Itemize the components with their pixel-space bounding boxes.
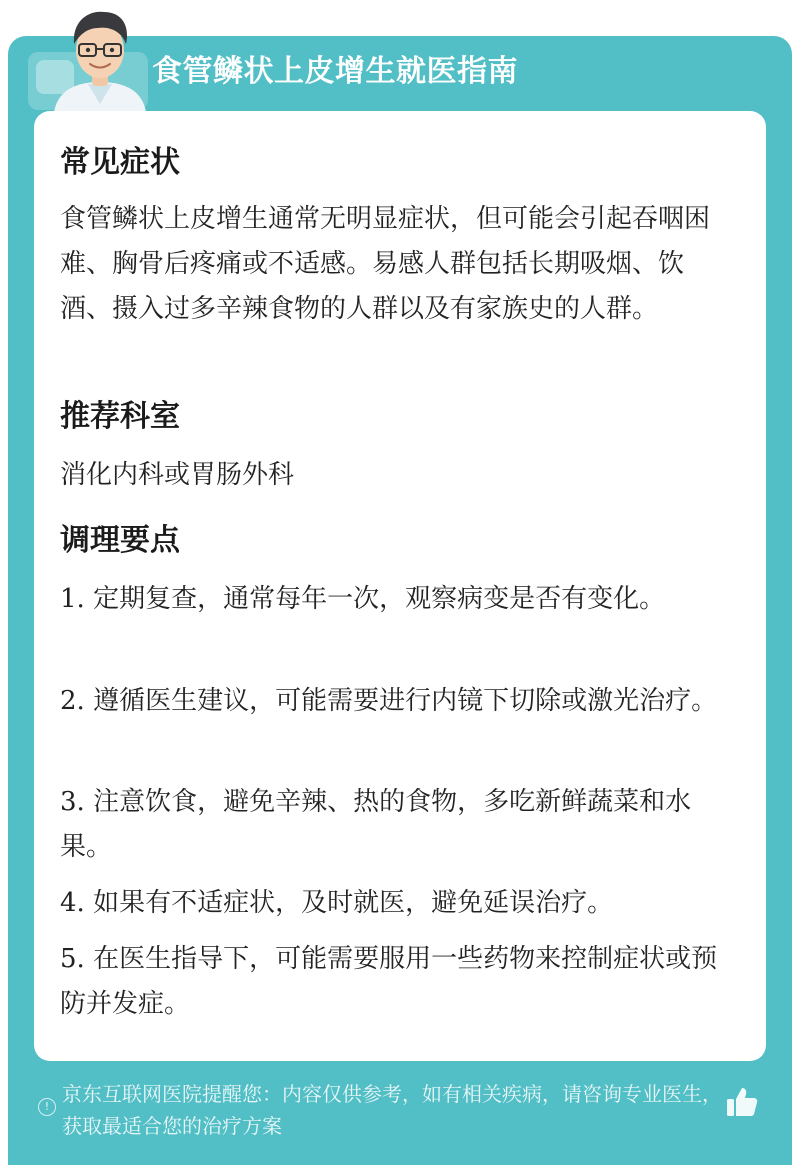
care-item [60, 937, 728, 1027]
care-item-number: 2. [60, 686, 85, 716]
care-item-text: 注意饮食，避免辛辣、热的食物，多吃新鲜蔬菜和水果。 [60, 787, 692, 862]
care-item-number: 4. [60, 888, 85, 918]
care-item-text: 在医生指导下，可能需要服用一些药物来控制症状或预防并发症。 [60, 944, 718, 1019]
symptoms-text: 食管鳞状上皮增生通常无明显症状，但可能会引起吞咽困难、胸骨后疼痛或不适感。易感人群包括长期吸烟、饮酒、摄入过多辛辣食物的人群以及有家族史的人群。 [60, 204, 711, 324]
care-item-number: 3. [60, 787, 85, 817]
page-title: 食管鳞状上皮增生就医指南 [152, 54, 518, 89]
info-icon: ! [38, 1098, 56, 1116]
section-title-department: 推荐科室 [60, 399, 180, 434]
care-item-text: 如果有不适症状，及时就医，避免延误治疗。 [93, 888, 614, 918]
care-item [60, 577, 728, 622]
section-title-symptoms: 常见症状 [60, 145, 180, 180]
care-item [60, 881, 728, 926]
section-title-care: 调理要点 [60, 523, 180, 558]
care-item-text: 遵循医生建议，可能需要进行内镜下切除或激光治疗。 [93, 686, 718, 716]
doctor-avatar [48, 4, 152, 112]
care-item-number: 1. [60, 584, 85, 614]
care-item-text: 定期复查，通常每年一次，观察病变是否有变化。 [93, 584, 666, 614]
department-text: 消化内科或胃肠外科 [60, 460, 295, 490]
disclaimer-text: 京东互联网医院提醒您：内容仅供参考，如有相关疾病，请咨询专业医生，获取最适合您的治疗方案 [62, 1082, 722, 1138]
care-item [60, 679, 728, 724]
content-card [34, 111, 766, 1061]
care-item [60, 780, 728, 870]
thumbs-up-icon[interactable] [724, 1084, 760, 1120]
care-item-number: 5. [60, 944, 85, 974]
